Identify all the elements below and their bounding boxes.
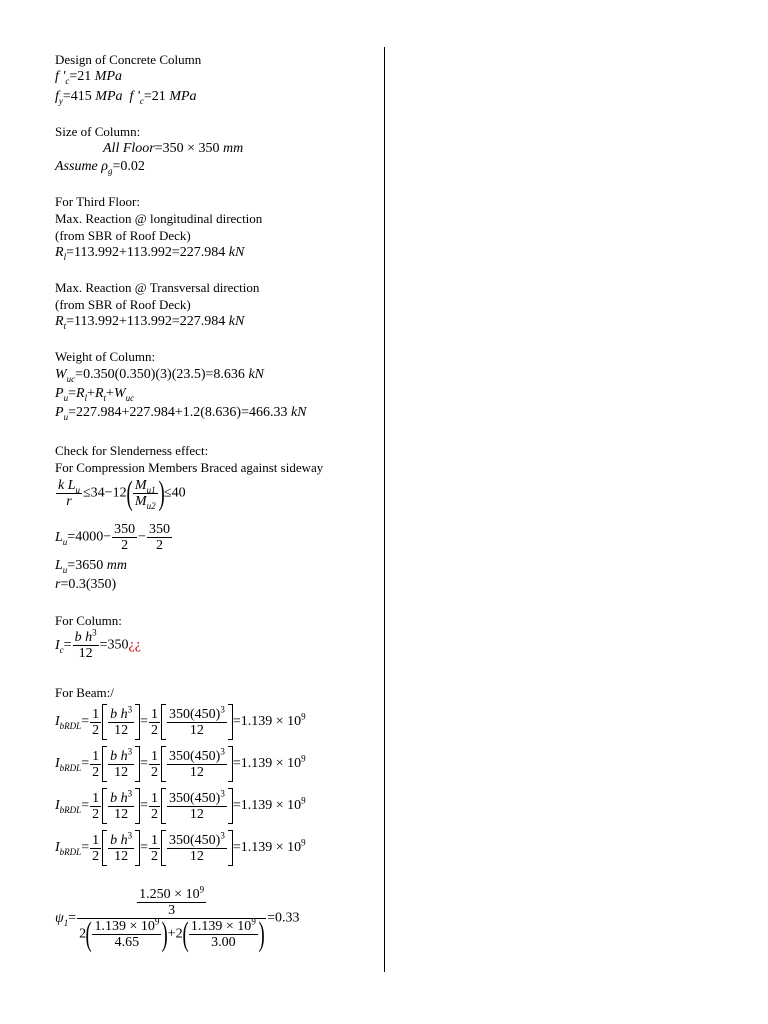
for-column-heading: For Column: (55, 613, 122, 628)
pu-sum-line: $P_u=R_l+R_t+W_{uc}$ (55, 386, 135, 403)
all-floor-line: All Floor=350 × 350 mm (103, 141, 244, 156)
doc-title: Design of Concrete Column (55, 52, 202, 67)
weight-heading: Weight of Column: (55, 349, 156, 364)
slender-inequality: $\frac{k L_u}{r}$ ≤34−12( $\frac{M_{u1}}{M_{u2}}$ )≤40 (58, 474, 186, 512)
from-sbr-text-2: (from SBR of Roof Deck) (55, 297, 191, 312)
psi1-eq: $\psi_1=$ $\frac{1.250 \times 10^9}{3}$ 2( $\frac{1.139 \times 10^9}{4.65}$ )+2( $\frac{1.139 \times 10^9}{3.00}$ ) =0.33 (55, 884, 300, 953)
ic-eq: $I_c=$ $\frac{b h^3}{12}$ =350¿¿ (55, 627, 141, 661)
psi1-result: =0.33 (267, 910, 300, 926)
size-heading: Size of Column: (55, 124, 141, 139)
assume-line: Assume $\rho_g=0.02$ (55, 159, 145, 176)
for-beam-heading: For Beam:/ (55, 685, 114, 700)
lu-val-line: $L_u=3650$ mm (55, 558, 127, 575)
wuc-line: $W_{uc}=0.350(0.350)(3)(23.5)=8.636$ kN (55, 367, 264, 384)
rl-line: $R_l=113.992+113.992=227.984$ kN (55, 245, 245, 262)
beam-eq-2: $I_{bRDL}=$ $\frac{1}{2}$ $\frac{b h^3}{12}$ = $\frac{1}{2}$ $\frac{350(450)^3}{12}$ $=1.139 \times 10^9$ (55, 746, 306, 782)
pu-val-line: $P_u=227.984+227.984+1.2(8.636)=466.33$ kN (55, 405, 307, 422)
lu-eq: $L_u=4000-$ $\frac{350}{2}$ − $\frac{350}{2}$ (55, 522, 170, 553)
beam-eq-1: $I_{bRDL}=$ $\frac{1}{2}$ $\frac{b h^3}{12}$ = $\frac{1}{2}$ $\frac{350(450)^3}{12}$ $=1.139 \times 10^9$ (55, 704, 306, 740)
beam-eq-4: $I_{bRDL}=$ $\frac{1}{2}$ $\frac{b h^3}{12}$ = $\frac{1}{2}$ $\frac{350(450)^3}{12}$ $=1.139 \times 10^9$ (55, 830, 306, 866)
max-long-text: Max. Reaction @ longitudinal direction (55, 211, 263, 226)
column-divider (384, 47, 385, 972)
slender-heading: Check for Slenderness effect: (55, 443, 209, 458)
from-sbr-text-1: (from SBR of Roof Deck) (55, 228, 191, 243)
max-trans-text: Max. Reaction @ Transversal direction (55, 280, 260, 295)
r-line: r=0.3(350) (55, 577, 117, 592)
braced-text: For Compression Members Braced against sideway (55, 460, 324, 475)
beam-eq-3: $I_{bRDL}=$ $\frac{1}{2}$ $\frac{b h^3}{12}$ = $\frac{1}{2}$ $\frac{350(450)^3}{12}$ $=1.139 \times 10^9$ (55, 788, 306, 824)
fy-line: $f_y=415$ MPa f '$_c=21$ MPa (55, 89, 197, 106)
rt-line: $R_t=113.992+113.992=227.984$ kN (55, 314, 245, 331)
fc-line: f '$_c=21$ MPa (55, 69, 123, 86)
third-floor-heading: For Third Floor: (55, 194, 140, 209)
